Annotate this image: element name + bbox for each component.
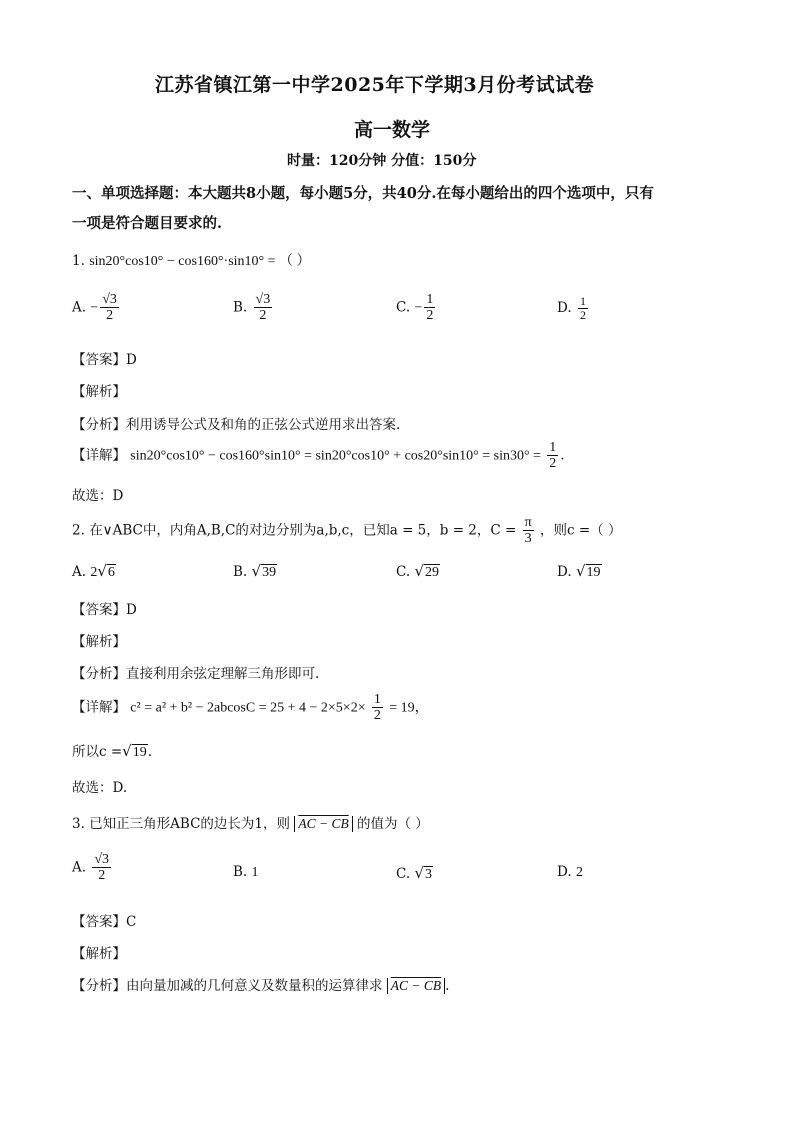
q3-option-c [396, 864, 433, 882]
q1-detail-fraction: $\frac{1}{2}$ [549, 440, 557, 472]
q3-option-d [557, 864, 583, 881]
q1-option-a-fraction: $\frac{√3}{2}$ [102, 292, 117, 324]
q2-option-b-radicand: 39 [262, 565, 277, 580]
q2-suoyi-radical: √ [122, 742, 132, 760]
q2-option-b-label: B. [233, 564, 248, 580]
q2-suoyi: 所以c =√19. [72, 742, 153, 760]
q1-option-a [72, 292, 121, 324]
q3-analysis-label: 【解析】 [72, 946, 126, 962]
q1-fenxi: 【分析】利用诱导公式及和角的正弦公式逆用求出答案. [72, 417, 401, 433]
q3-option-c-radical: √ [414, 864, 424, 882]
q2-option-d-label: D. [557, 564, 572, 580]
q3-stem [72, 812, 429, 832]
q2-analysis-label: 【解析】 [72, 634, 126, 650]
q1-analysis-label: 【解析】 [72, 384, 126, 400]
q3-fenxi [72, 974, 449, 994]
q1-option-c-label: C. [396, 299, 411, 316]
q2-stem-pre: 在∨ABC中，内角A,B,C的对边分别为a,b,c，已知a = 5，b = 2，C = [89, 522, 517, 539]
q2-fenxi: 【分析】直接利用余弦定理解三角形即可. [72, 666, 320, 682]
q2-option-a-radicand: 6 [107, 565, 115, 580]
exam-meta: 时量：120分钟 分值：150分 [287, 153, 477, 169]
q3-stem-vector-norm: AC − CB [294, 816, 352, 832]
q3-option-b [233, 864, 259, 881]
exam-title: 江苏省镇江第一中学2025年下学期3月份考试试卷 [155, 74, 595, 96]
q2-suoyi-text: 所以c = [72, 744, 123, 760]
q2-option-b-radical: √ [251, 562, 262, 580]
q3-fenxi-period: . [445, 978, 450, 994]
q3-option-a-label: A. [72, 859, 87, 876]
q1-option-b-fraction: $\frac{√3}{2}$ [255, 292, 271, 324]
q2-option-a-radical: √ [97, 562, 107, 580]
q1-detail: 【详解】 sin20°cos10° − cos160°sin10° = sin20°cos10° + cos20°sin10° = sin30° = $\frac{1}{2}$ . [72, 440, 565, 472]
q2-stem-post: ，则c =（ ） [540, 522, 622, 539]
q3-option-a [72, 852, 113, 884]
q2-answer: 【答案】D [72, 602, 137, 618]
q2-number: 2. [72, 522, 85, 539]
q3-option-b-value: 1 [251, 865, 259, 880]
q3-stem-post: 的值为（ ） [357, 816, 429, 832]
section-heading-line2: 一项是符合题目要求的. [72, 215, 223, 232]
q3-answer: 【答案】C [72, 914, 137, 930]
q3-number: 3. [72, 816, 85, 832]
q3-option-d-value: 2 [575, 865, 583, 880]
q1-option-d-label: D. [557, 300, 572, 317]
q1-option-d [557, 295, 590, 322]
q1-detail-expr: sin20°cos10° − cos160°sin10° = sin20°cos10° + cos20°sin10° = sin30° = [130, 448, 541, 464]
q2-option-d [557, 562, 602, 580]
exam-subtitle: 高一数学 [354, 119, 431, 141]
q2-option-c-label: C. [396, 564, 411, 580]
q1-option-a-sign: − [90, 300, 99, 316]
q2-detail-expr: c² = a² + b² − 2abcosC = 25 + 4 − 2×5×2× [130, 700, 366, 716]
q2-stem-fraction: $\frac{\pi}{3}$ [524, 515, 532, 547]
q1-option-c-fraction: $\frac{1}{2}$ [426, 292, 434, 324]
q2-option-d-radical: √ [575, 562, 586, 580]
q3-fenxi-vector-norm: AC − CB [387, 978, 445, 994]
q1-conclusion: 故选：D [72, 488, 124, 504]
q1-stem [72, 250, 311, 270]
q1-stem-text: sin20°cos10° − cos160°·sin10° = （ ） [89, 254, 311, 269]
q2-option-d-radicand: 19 [586, 565, 601, 580]
q1-option-c [396, 292, 437, 324]
q2-option-c-radical: √ [414, 562, 424, 580]
q3-option-b-label: B. [233, 864, 248, 880]
q2-option-b [233, 562, 277, 580]
q2-option-a [72, 562, 116, 581]
q1-option-b [233, 292, 274, 324]
q2-detail-prefix: 【详解】 [72, 699, 126, 716]
q1-option-c-sign: − [414, 300, 423, 316]
q2-option-c-radicand: 29 [425, 565, 439, 580]
q3-option-d-label: D. [557, 864, 572, 880]
q1-option-a-label: A. [72, 299, 87, 316]
q3-option-c-label: C. [396, 866, 411, 882]
q2-option-a-coef: 2 [90, 565, 98, 580]
section-heading-line1: 一、单项选择题：本大题共8小题，每小题5分，共40分.在每小题给出的四个选项中，只有 [72, 185, 654, 202]
q2-detail-fraction: $\frac{1}{2}$ [373, 692, 381, 724]
q1-detail-prefix: 【详解】 [72, 447, 126, 464]
q2-conclusion: 故选：D. [72, 780, 128, 796]
q2-detail [72, 692, 429, 724]
q3-fenxi-text: 【分析】由向量加减的几何意义及数量积的运算律求 [72, 978, 383, 994]
q2-option-c [396, 562, 440, 580]
q1-number: 1. [72, 253, 85, 269]
q1-answer: 【答案】D [72, 352, 137, 368]
q2-suoyi-radicand: 19 [132, 745, 147, 760]
q1-option-b-label: B. [233, 299, 248, 316]
q3-option-c-radicand: 3 [425, 867, 432, 882]
q3-option-a-fraction: $\frac{√3}{2}$ [94, 852, 110, 884]
q2-option-a-label: A. [72, 564, 87, 580]
q3-stem-pre: 已知正三角形ABC的边长为1，则 [89, 816, 291, 832]
q1-option-d-fraction: $\frac{1}{2}$ [579, 294, 586, 323]
q2-detail-post: = 19， [389, 700, 429, 716]
q2-stem [72, 515, 621, 547]
